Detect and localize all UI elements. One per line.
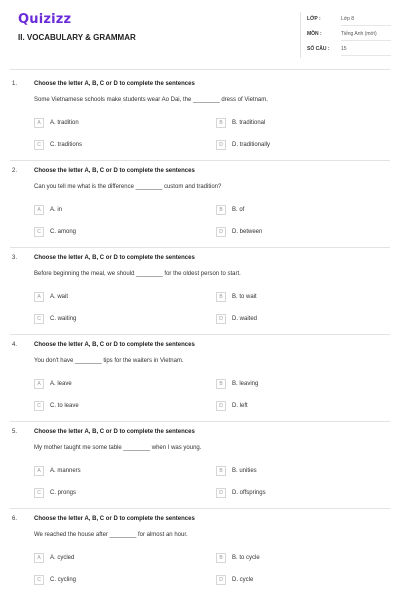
- option-text: D. traditionally: [232, 142, 271, 148]
- question-number: 2.: [12, 168, 18, 174]
- option-text: D. waited: [232, 316, 258, 322]
- question-instruction: Choose the letter A, B, C or D to complete the sentences: [34, 429, 195, 435]
- option-text: C. cycling: [50, 577, 77, 583]
- option-text: B. to wait: [232, 294, 257, 300]
- info-label: SỐ CÂU :: [307, 46, 330, 52]
- option-text: B. to cycle: [232, 555, 260, 561]
- option-letter-box: A: [34, 292, 44, 302]
- question-prompt: You don't have ________ tips for the waiters in Vietnam.: [34, 358, 184, 364]
- option-letter-box: C: [34, 401, 44, 411]
- option-text: B. unities: [232, 468, 257, 474]
- info-value: 15: [341, 46, 347, 52]
- question-divider: [10, 160, 390, 161]
- question-divider: [10, 421, 390, 422]
- option-letter-box: B: [216, 553, 226, 563]
- info-row-subject: [307, 29, 391, 41]
- option-letter-box: C: [34, 488, 44, 498]
- option-letter-box: D: [216, 575, 226, 585]
- question-3: [0, 253, 400, 340]
- question-divider: [10, 508, 390, 509]
- option-letter-box: C: [34, 227, 44, 237]
- option-text: A. leave: [50, 381, 72, 387]
- info-value: Lớp 8: [341, 16, 355, 22]
- option-letter-box: C: [34, 314, 44, 324]
- question-6: [0, 514, 400, 600]
- question-4: [0, 340, 400, 427]
- question-prompt: Some Vietnamese schools make students wear Ao Dai, the ________ dress of Vietnam.: [34, 97, 268, 103]
- option-letter-box: A: [34, 118, 44, 128]
- info-row-count: [307, 44, 391, 56]
- option-letter-box: C: [34, 575, 44, 585]
- worksheet-info-box: [300, 12, 392, 58]
- option-letter-box: A: [34, 553, 44, 563]
- option-letter-box: B: [216, 466, 226, 476]
- option-letter-box: D: [216, 227, 226, 237]
- question-number: 4.: [12, 342, 18, 348]
- option-letter-box: A: [34, 379, 44, 389]
- question-divider: [10, 247, 390, 248]
- option-letter-box: D: [216, 140, 226, 150]
- option-text: A. cycled: [50, 555, 75, 561]
- info-label: LỚP :: [307, 16, 321, 22]
- info-value: Tiếng Anh (mới): [341, 31, 377, 37]
- quizizz-logo: Quizizz: [18, 12, 72, 27]
- question-number: 5.: [12, 429, 18, 435]
- info-label: MÔN :: [307, 31, 322, 37]
- question-instruction: Choose the letter A, B, C or D to complete the sentences: [34, 516, 195, 522]
- option-text: D. between: [232, 229, 263, 235]
- option-text: A. manners: [50, 468, 81, 474]
- question-instruction: Choose the letter A, B, C or D to complete the sentences: [34, 342, 195, 348]
- option-text: C. prongs: [50, 490, 77, 496]
- option-text: C. traditions: [50, 142, 83, 148]
- question-instruction: Choose the letter A, B, C or D to complete the sentences: [34, 168, 195, 174]
- option-letter-box: B: [216, 292, 226, 302]
- question-divider: [10, 334, 390, 335]
- option-text: B. leaving: [232, 381, 259, 387]
- header-divider: [10, 69, 390, 70]
- info-underline: [341, 25, 391, 26]
- question-1: [0, 79, 400, 166]
- section-title: II. VOCABULARY & GRAMMAR: [18, 33, 136, 42]
- question-instruction: Choose the letter A, B, C or D to complete the sentences: [34, 255, 195, 261]
- option-text: A. wait: [50, 294, 69, 300]
- option-letter-box: B: [216, 379, 226, 389]
- option-text: A. in: [50, 207, 63, 213]
- option-letter-box: D: [216, 314, 226, 324]
- option-letter-box: D: [216, 401, 226, 411]
- option-text: B. traditional: [232, 120, 266, 126]
- info-underline: [341, 40, 391, 41]
- question-number: 3.: [12, 255, 18, 261]
- info-underline: [341, 55, 391, 56]
- option-text: C. to leave: [50, 403, 79, 409]
- question-number: 6.: [12, 516, 18, 522]
- question-instruction: Choose the letter A, B, C or D to complete the sentences: [34, 81, 195, 87]
- option-text: C. waiting: [50, 316, 77, 322]
- option-text: A. tradition: [50, 120, 79, 126]
- question-prompt: My mother taught me some table ________ when I was young.: [34, 445, 202, 451]
- question-prompt: Before beginning the meal, we should ________ for the oldest person to start.: [34, 271, 241, 277]
- question-prompt: We reached the house after ________ for almost an hour.: [34, 532, 188, 538]
- option-letter-box: B: [216, 118, 226, 128]
- question-5: [0, 427, 400, 514]
- option-text: D. offsprings: [232, 490, 266, 496]
- option-letter-box: D: [216, 488, 226, 498]
- option-text: C. among: [50, 229, 77, 235]
- option-text: D. cycle: [232, 577, 254, 583]
- info-row-class: [307, 14, 391, 26]
- option-text: D. left: [232, 403, 248, 409]
- question-2: [0, 166, 400, 253]
- option-text: B. of: [232, 207, 245, 213]
- question-prompt: Can you tell me what is the difference ________ custom and tradition?: [34, 184, 222, 190]
- option-letter-box: B: [216, 205, 226, 215]
- option-letter-box: C: [34, 140, 44, 150]
- option-letter-box: A: [34, 466, 44, 476]
- question-number: 1.: [12, 81, 18, 87]
- option-letter-box: A: [34, 205, 44, 215]
